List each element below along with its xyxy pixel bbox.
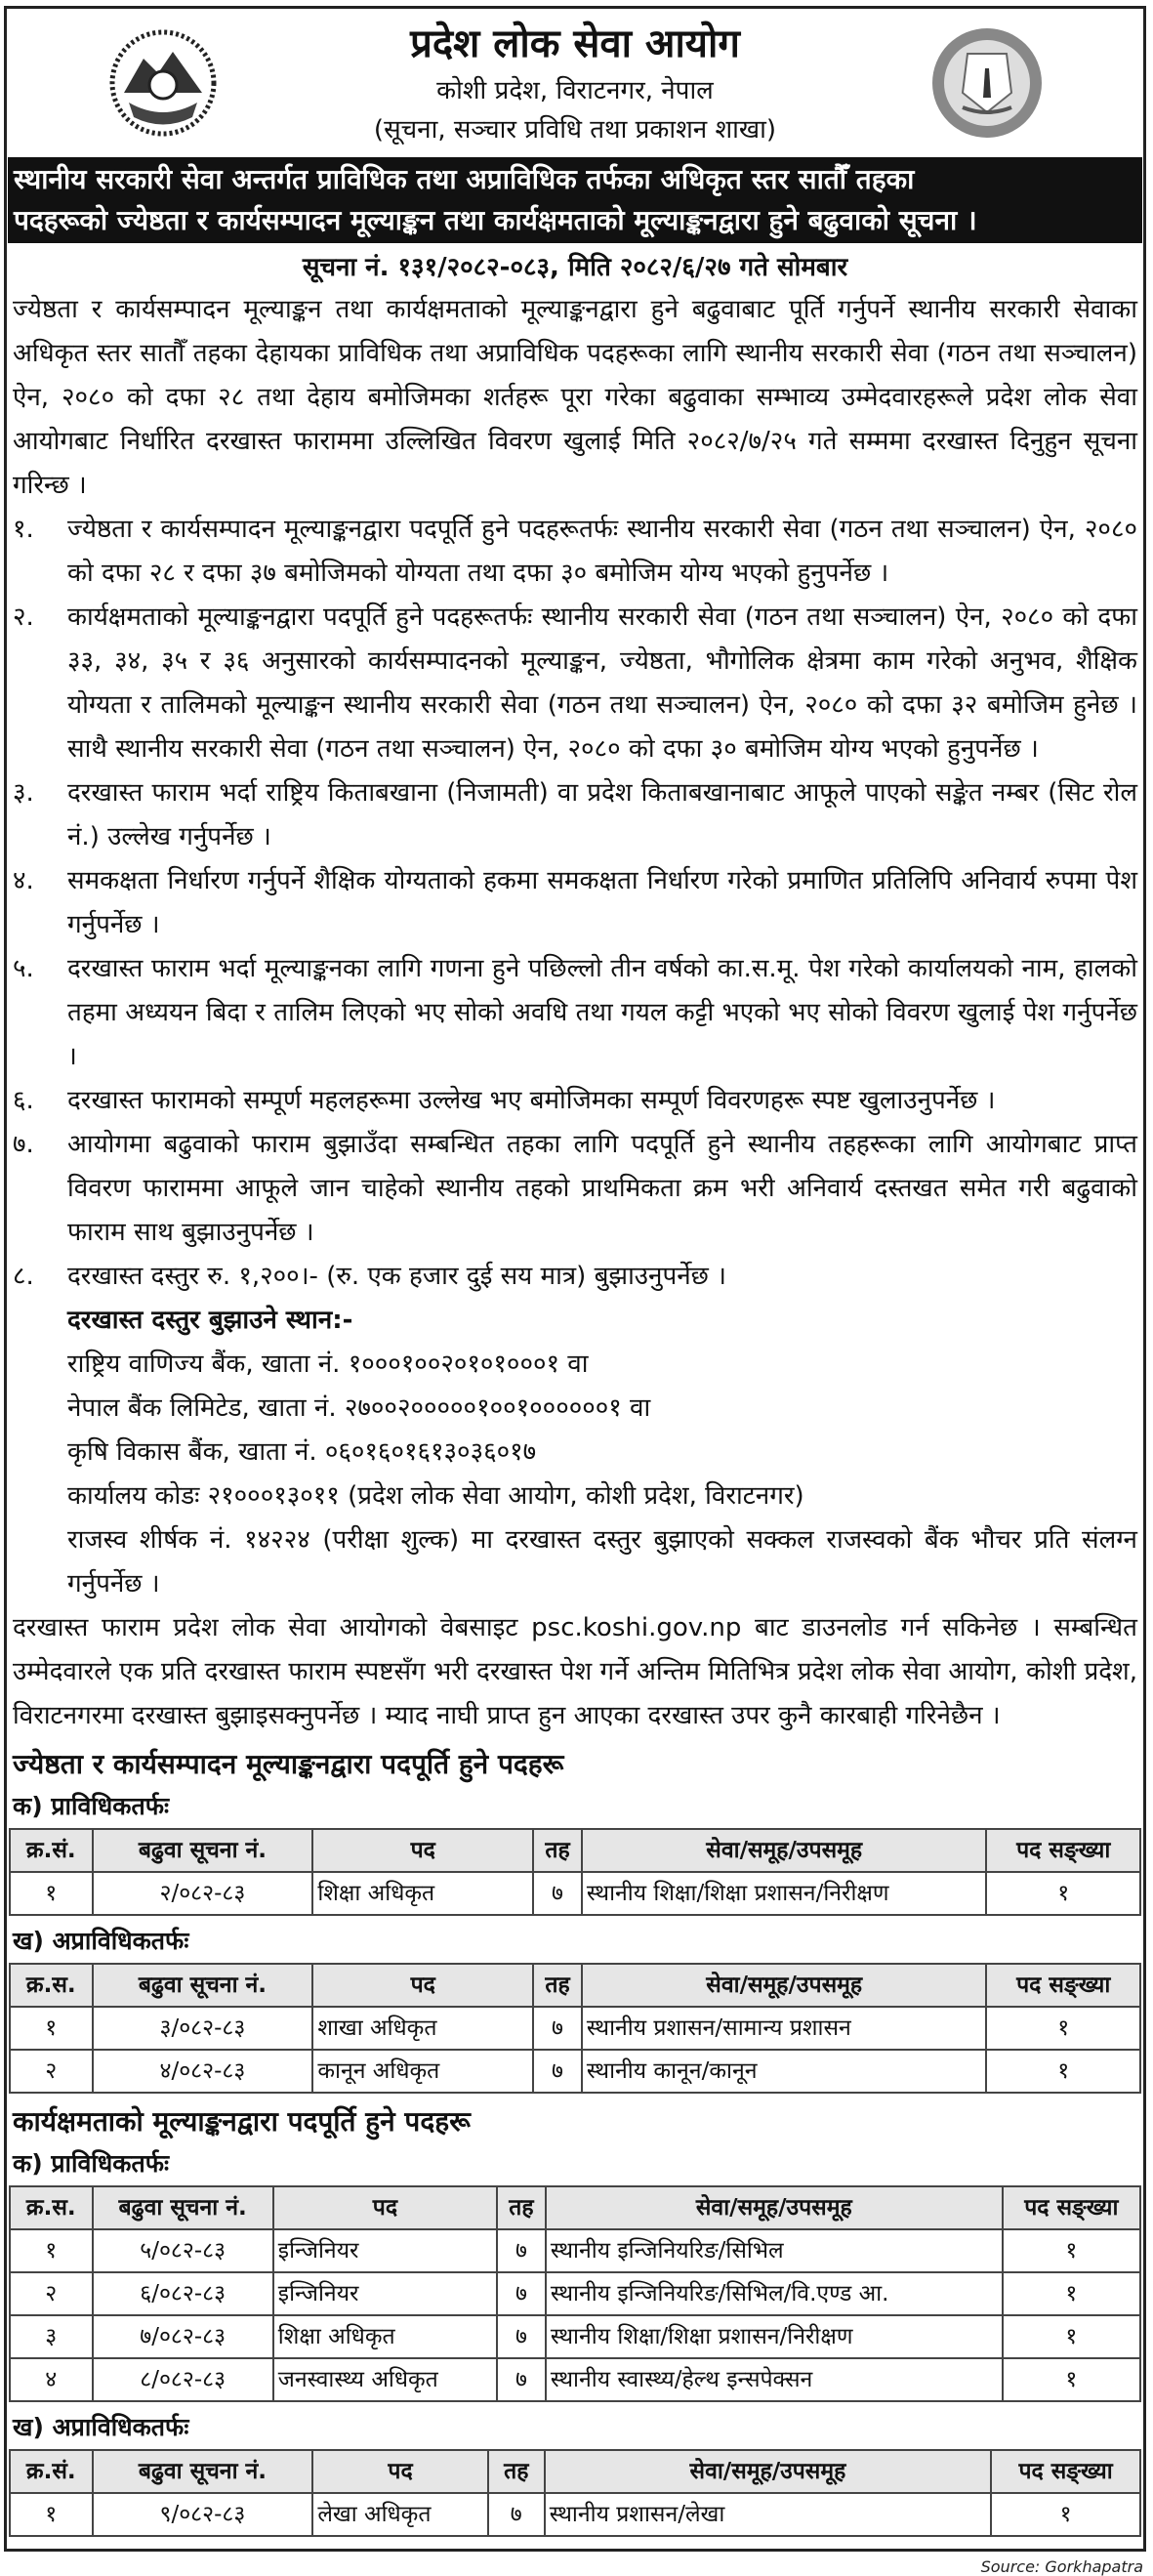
condition-text: ज्येष्ठता र कार्यसम्पादन मूल्याङ्कनद्वारा पदपूर्ति हुने पदहरूतर्फः स्थानीय सरकारी सेवा (गठन तथा सञ्चालन) ऐन, २०८० को दफा २८ र दफा ३७ बमोजिमको योग्यता तथा दफा ३० बमोजिम योग्य भएको हुनुपर्नेछ । [67,515,1137,588]
column-header: पद [273,2186,497,2229]
column-header: सेवा/समूह/उपसमूह [545,2450,991,2493]
header-titles [222,17,928,149]
notice-body [7,288,1143,1738]
table-cell: ४/०८२-८३ [93,2050,313,2093]
column-header: तह [533,1964,582,2007]
table-cell: २/०८२-८३ [93,1872,313,1915]
table-cell: ७ [497,2358,546,2401]
condition-number: ६. [13,1086,34,1115]
condition-text: कार्यक्षमताको मूल्याङ्कनद्वारा पदपूर्ति हुने पदहरूतर्फः स्थानीय सरकारी सेवा (गठन तथा सञ्चालन) ऐन, २०८० को दफा ३३, ३४, ३५ र ३६ अनुसारको कार्यसम्पादनको मूल्याङ्कन, ज्येष्ठता, भौगोलिक क्षेत्रमा काम गरेको अनुभव, शैक्षिक योग्यता र तालिमको मूल्याङ्कन स्थानीय सरकारी सेवा (गठन तथा सञ्चालन) ऐन, २०८० को दफा ३२ बमोजिम हुनेछ । साथै स्थानीय सरकारी सेवा (गठन तथा सञ्चालन) ऐन, २०८० को दफा ३० बमोजिम योग्य भएको हुनुपर्नेछ । [67,602,1137,764]
table-cell: १ [1003,2272,1140,2315]
condition-item [13,859,1137,947]
table-cell: १ [10,2229,93,2272]
section2-technical-table [9,2185,1141,2402]
condition-text: आयोगमा बढुवाको फाराम बुझाउँदा सम्बन्धित तहका लागि पदपूर्ति हुने स्थानीय तहहरूका लागि आयोगबाट प्राप्त विवरण फाराममा आफूले जान चाहेको स्थानीय तहको प्राथमिकता क्रम भरी अनिवार्य दस्तखत समेत गरी बढुवाको फाराम साथ बुझाउनुपर्नेछ । [67,1130,1137,1247]
table-cell: शाखा अधिकृत [312,2007,533,2050]
condition-text: दरखास्त फाराम भर्दा राष्ट्रिय किताबखाना (निजामती) वा प्रदेश किताबखानाबाट आफूले पाएको सङ्केत नम्बर (सिट रोल नं.) उल्लेख गर्नुपर्नेछ । [67,778,1137,852]
table-cell: स्थानीय कानून/कानून [582,2050,987,2093]
column-header: क्र.सं. [10,2450,93,2493]
table-cell: १ [1003,2358,1140,2401]
fee-line: राजस्व शीर्षक नं. १४२२४ (परीक्षा शुल्क) मा दरखास्त दस्तुर बुझाएको सक्कल राजस्वको बैंक भौचर प्रति संलग्न गर्नुपर्नेछ । [67,1525,1137,1599]
section1-technical-table [9,1828,1141,1916]
condition-number: ३. [13,778,34,808]
table-cell: शिक्षा अधिकृत [273,2315,497,2358]
table-cell: ७ [533,2050,582,2093]
condition-item [13,771,1137,859]
condition-item [13,1123,1137,1255]
table-header-row [10,2450,1140,2493]
table-cell: ७ [533,2007,582,2050]
table-cell: स्थानीय शिक्षा/शिक्षा प्रशासन/निरीक्षण [546,2315,1003,2358]
table-cell: १ [986,2050,1140,2093]
condition-number: ८. [13,1262,34,1291]
column-header: तह [488,2450,545,2493]
headline-line-1: स्थानीय सरकारी सेवा अन्तर्गत प्राविधिक तथा अप्राविधिक तर्फका अधिकृत स्तर सातौँ तहका [14,163,915,195]
section1-nontechnical-table [9,1963,1141,2094]
column-header: पद सङ्ख्या [991,2450,1140,2493]
table-row [10,2272,1140,2315]
condition-text: समकक्षता निर्धारण गर्नुपर्ने शैक्षिक योग्यताको हकमा समकक्षता निर्धारण गरेको प्रमाणित प्रतिलिपि अनिवार्य रुपमा पेश गर्नुपर्नेछ । [67,866,1137,939]
table-cell: १ [10,2007,93,2050]
column-header: पद [312,2450,487,2493]
fee-line: राष्ट्रिय वाणिज्य बैंक, खाता नं. १०००१००२०१०१०००१ वा [67,1350,589,1379]
column-header: क्र.स. [10,2186,93,2229]
fee-line: नेपाल बैंक लिमिटेड, खाता नं. २७००२०००००१००१००००००१ वा [67,1393,651,1423]
column-header: सेवा/समूह/उपसमूह [582,1829,987,1872]
table-cell: १ [991,2493,1140,2536]
closing-paragraph: दरखास्त फाराम प्रदेश लोक सेवा आयोगको वेबसाइट psc.koshi.gov.np बाट डाउनलोड गर्न सकिनेछ । सम्बन्धित उम्मेदवारले एक प्रति दरखास्त फाराम स्पष्टसँग भरी दरखास्त पेश गर्ने अन्तिम मितिभित्र प्रदेश लोक सेवा आयोग, कोशी प्रदेश, विराटनगरमा दरखास्त बुझाइसक्नुपर्नेछ । म्याद नाघी प्राप्त हुन आएका दरखास्त उपर कुनै कारबाही गरिनेछैन । [13,1613,1137,1730]
table-row [10,2493,1140,2536]
table-row [10,2007,1140,2050]
column-header: बढुवा सूचना नं. [93,2186,273,2229]
column-header: सेवा/समूह/उपसमूह [582,1964,987,2007]
org-location: कोशी प्रदेश, विराटनगर, नेपाल [436,76,714,105]
table-cell: ८/०८२-८३ [93,2358,273,2401]
table-cell: १ [10,1872,93,1915]
table-cell: १ [10,2493,93,2536]
section2-title: कार्यक्षमताको मूल्याङ्कनद्वारा पदपूर्ति हुने पदहरू [13,2105,471,2138]
table-cell: स्थानीय प्रशासन/सामान्य प्रशासन [582,2007,987,2050]
section2-nontechnical-table [9,2449,1141,2537]
table-header-row [10,2186,1140,2229]
section1-title: ज्येष्ठता र कार्यसम्पादन मूल्याङ्कनद्वारा पदपूर्ति हुने पदहरू [13,1748,564,1780]
column-header: बढुवा सूचना नं. [93,2450,313,2493]
fee-heading: दरखास्त दस्तुर बुझाउने स्थान:- [67,1306,353,1335]
table-cell: स्थानीय स्वास्थ्य/हेल्थ इन्सपेक्सन [546,2358,1003,2401]
table-row [10,2315,1140,2358]
notice-header [7,9,1143,157]
table-row [10,2229,1140,2272]
column-header: पद सङ्ख्या [986,1964,1140,2007]
column-header: तह [533,1829,582,1872]
section2-technical-label: क) प्राविधिकतर्फः [13,2149,170,2178]
column-header: तह [497,2186,546,2229]
table-cell: इन्जिनियर [273,2229,497,2272]
table-header-row [10,1964,1140,2007]
column-header: पद सङ्ख्या [1003,2186,1140,2229]
table-header-row [10,1829,1140,1872]
table-cell: लेखा अधिकृत [312,2493,487,2536]
condition-text: दरखास्त दस्तुर रु. १,२००।- (रु. एक हजार दुई सय मात्र) बुझाउनुपर्नेछ । [67,1262,727,1291]
table-cell: ७ [497,2229,546,2272]
table-cell: १ [986,1872,1140,1915]
table-cell: स्थानीय प्रशासन/लेखा [545,2493,991,2536]
table-cell: ७ [533,1872,582,1915]
section2-nontechnical-label: ख) अप्राविधिकतर्फः [13,2413,189,2441]
condition-item [13,1079,1137,1123]
table-cell: स्थानीय शिक्षा/शिक्षा प्रशासन/निरीक्षण [582,1872,987,1915]
table-cell: शिक्षा अधिकृत [312,1872,533,1915]
table-cell: स्थानीय इन्जिनियरिङ/सिभिल [546,2229,1003,2272]
table-row [10,2050,1140,2093]
table-cell: १ [1003,2229,1140,2272]
condition-number: ५. [13,954,34,983]
nepal-emblem-logo [104,24,222,142]
condition-item [13,947,1137,1079]
table-cell: स्थानीय इन्जिनियरिङ/सिभिल/वि.एण्ड आ. [546,2272,1003,2315]
condition-text: दरखास्त फाराम भर्दा मूल्याङ्कनका लागि गणना हुने पछिल्लो तीन वर्षको का.स.मू. पेश गरेको कार्यालयको नाम, हालको तहमा अध्ययन बिदा र तालिम लिएको भए सोको अवधि तथा गयल कट्टी भएको भए सोको विवरण खुलाई पेश गर्नुपर्नेछ । [67,954,1137,1071]
table-cell: कानून अधिकृत [312,2050,533,2093]
column-header: सेवा/समूह/उपसमूह [546,2186,1003,2229]
table-cell: ३ [10,2315,93,2358]
table-cell: जनस्वास्थ्य अधिकृत [273,2358,497,2401]
table-cell: ९/०८२-८३ [93,2493,313,2536]
column-header: पद सङ्ख्या [986,1829,1140,1872]
condition-item [13,1255,1137,1299]
org-branch: (सूचना, सञ्चार प्रविधि तथा प्रकाशन शाखा) [373,115,777,145]
table-cell: १ [986,2007,1140,2050]
table-cell: ७ [497,2272,546,2315]
column-header: बढुवा सूचना नं. [93,1829,313,1872]
table-cell: ७ [497,2315,546,2358]
notice-number-date: सूचना नं. १३१/२०८२-०८३, मिति २०८२/६/२७ गते सोमबार [302,253,848,282]
table-cell: ७/०८२-८३ [93,2315,273,2358]
column-header: पद [312,1829,533,1872]
section1-technical-label: क) प्राविधिकतर्फः [13,1792,170,1820]
condition-number: ४. [13,866,34,895]
table-cell: इन्जिनियर [273,2272,497,2315]
table-cell: ४ [10,2358,93,2401]
condition-item [13,508,1137,596]
condition-text: दरखास्त फारामको सम्पूर्ण महलहरूमा उल्लेख भए बमोजिमका सम्पूर्ण विवरणहरू स्पष्ट खुलाउनुपर्नेछ । [67,1086,996,1115]
intro-paragraph: ज्येष्ठता र कार्यसम्पादन मूल्याङ्कन तथा कार्यक्षमताको मूल्याङ्कनद्वारा हुने बढुवाबाट पूर्ति गर्नुपर्ने स्थानीय सरकारी सेवाका अधिकृत स्तर सातौँ तहका देहायका प्राविधिक तथा अप्राविधिक पदहरूका लागि स्थानीय सरकारी सेवा (गठन तथा सञ्चालन) ऐन, २०८० को दफा २८ तथा देहाय बमोजिमका शर्तहरू पूरा गरेका बढुवाका सम्भाव्य उम्मेदवारहरूले प्रदेश लोक सेवा आयोगबाट निर्धारित दरखास्त फाराममा उल्लिखित विवरण खुलाई मिति २०८२/७/२५ गते सम्ममा दरखास्त दिनुहुन सूचना गरिन्छ । [13,295,1137,500]
source-credit: Source: Gorkhapatra [980,2557,1143,2576]
condition-item [13,596,1137,771]
table-cell: २ [10,2050,93,2093]
headline-line-2: पदहरूको ज्येष्ठता र कार्यसम्पादन मूल्याङ्कन तथा कार्यक्षमताको मूल्याङ्कनद्वारा हुने बढुवाको सूचना । [14,204,977,236]
table-cell: ३/०८२-८३ [93,2007,313,2050]
condition-number: ७. [13,1130,34,1159]
fee-line: कृषि विकास बैंक, खाता नं. ०६०१६०१६१३०३६०१७ [67,1437,537,1467]
column-header: क्र.स. [10,1964,93,2007]
column-header: पद [312,1964,533,2007]
notice-headline-banner [8,157,1142,243]
table-cell: ५/०८२-८३ [93,2229,273,2272]
notice-border [4,6,1146,2552]
table-cell: ७ [488,2493,545,2536]
column-header: बढुवा सूचना नं. [93,1964,313,2007]
psc-koshi-seal-logo [928,24,1046,142]
column-header: क्र.सं. [10,1829,93,1872]
section1-nontechnical-label: ख) अप्राविधिकतर्फः [13,1927,189,1955]
table-cell: २ [10,2272,93,2315]
table-cell: ६/०८२-८३ [93,2272,273,2315]
fee-line: कार्यालय कोडः २१०००१३०११ (प्रदेश लोक सेवा आयोग, कोशी प्रदेश, विराटनगर) [67,1481,804,1511]
table-cell: १ [1003,2315,1140,2358]
conditions-list [13,508,1137,1299]
table-row [10,1872,1140,1915]
table-row [10,2358,1140,2401]
condition-number: २. [13,602,34,632]
fee-payment-section [13,1299,1137,1606]
org-name: प्रदेश लोक सेवा आयोग [410,21,740,66]
condition-number: १. [13,515,34,544]
